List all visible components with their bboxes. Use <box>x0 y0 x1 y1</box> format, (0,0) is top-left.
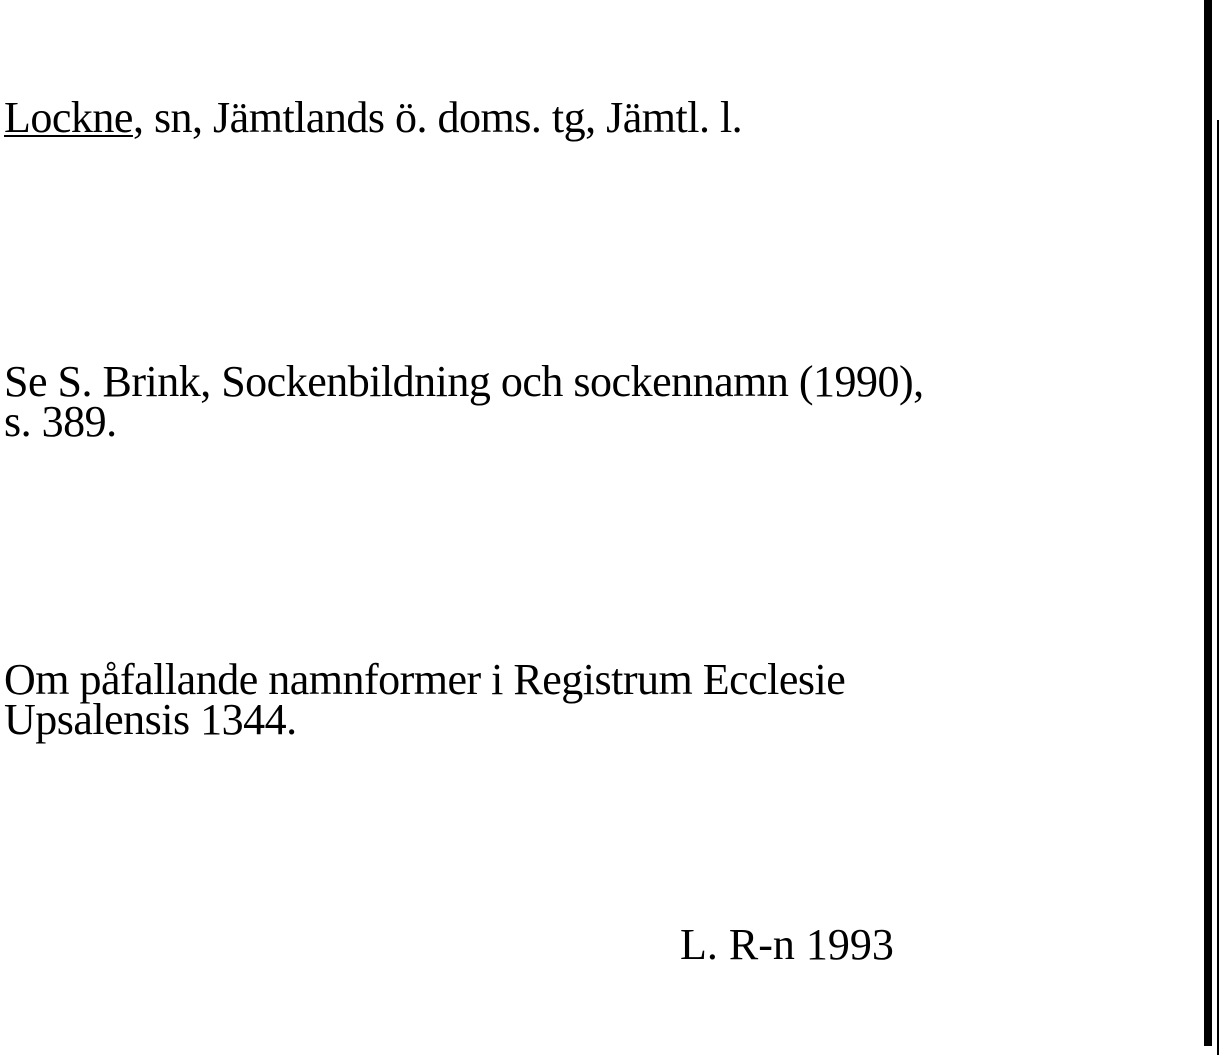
card-edge <box>1204 0 1212 1046</box>
headword: Lockne <box>4 93 133 142</box>
entry-location: , sn, Jämtlands ö. doms. tg, Jämtl. l. <box>132 93 743 142</box>
note-line-1: Om påfallande namnformer i Registrum Ecclesie <box>4 655 846 704</box>
signature: L. R-n 1993 <box>680 920 894 969</box>
entry-header <box>4 93 743 142</box>
card-edge-thin <box>1217 120 1219 1055</box>
source-reference-line-1: Se S. Brink, Sockenbildning och sockennamn (1990), <box>4 357 924 406</box>
source-reference-line-2: s. 389. <box>4 397 117 446</box>
note-line-2: Upsalensis 1344. <box>4 695 297 744</box>
